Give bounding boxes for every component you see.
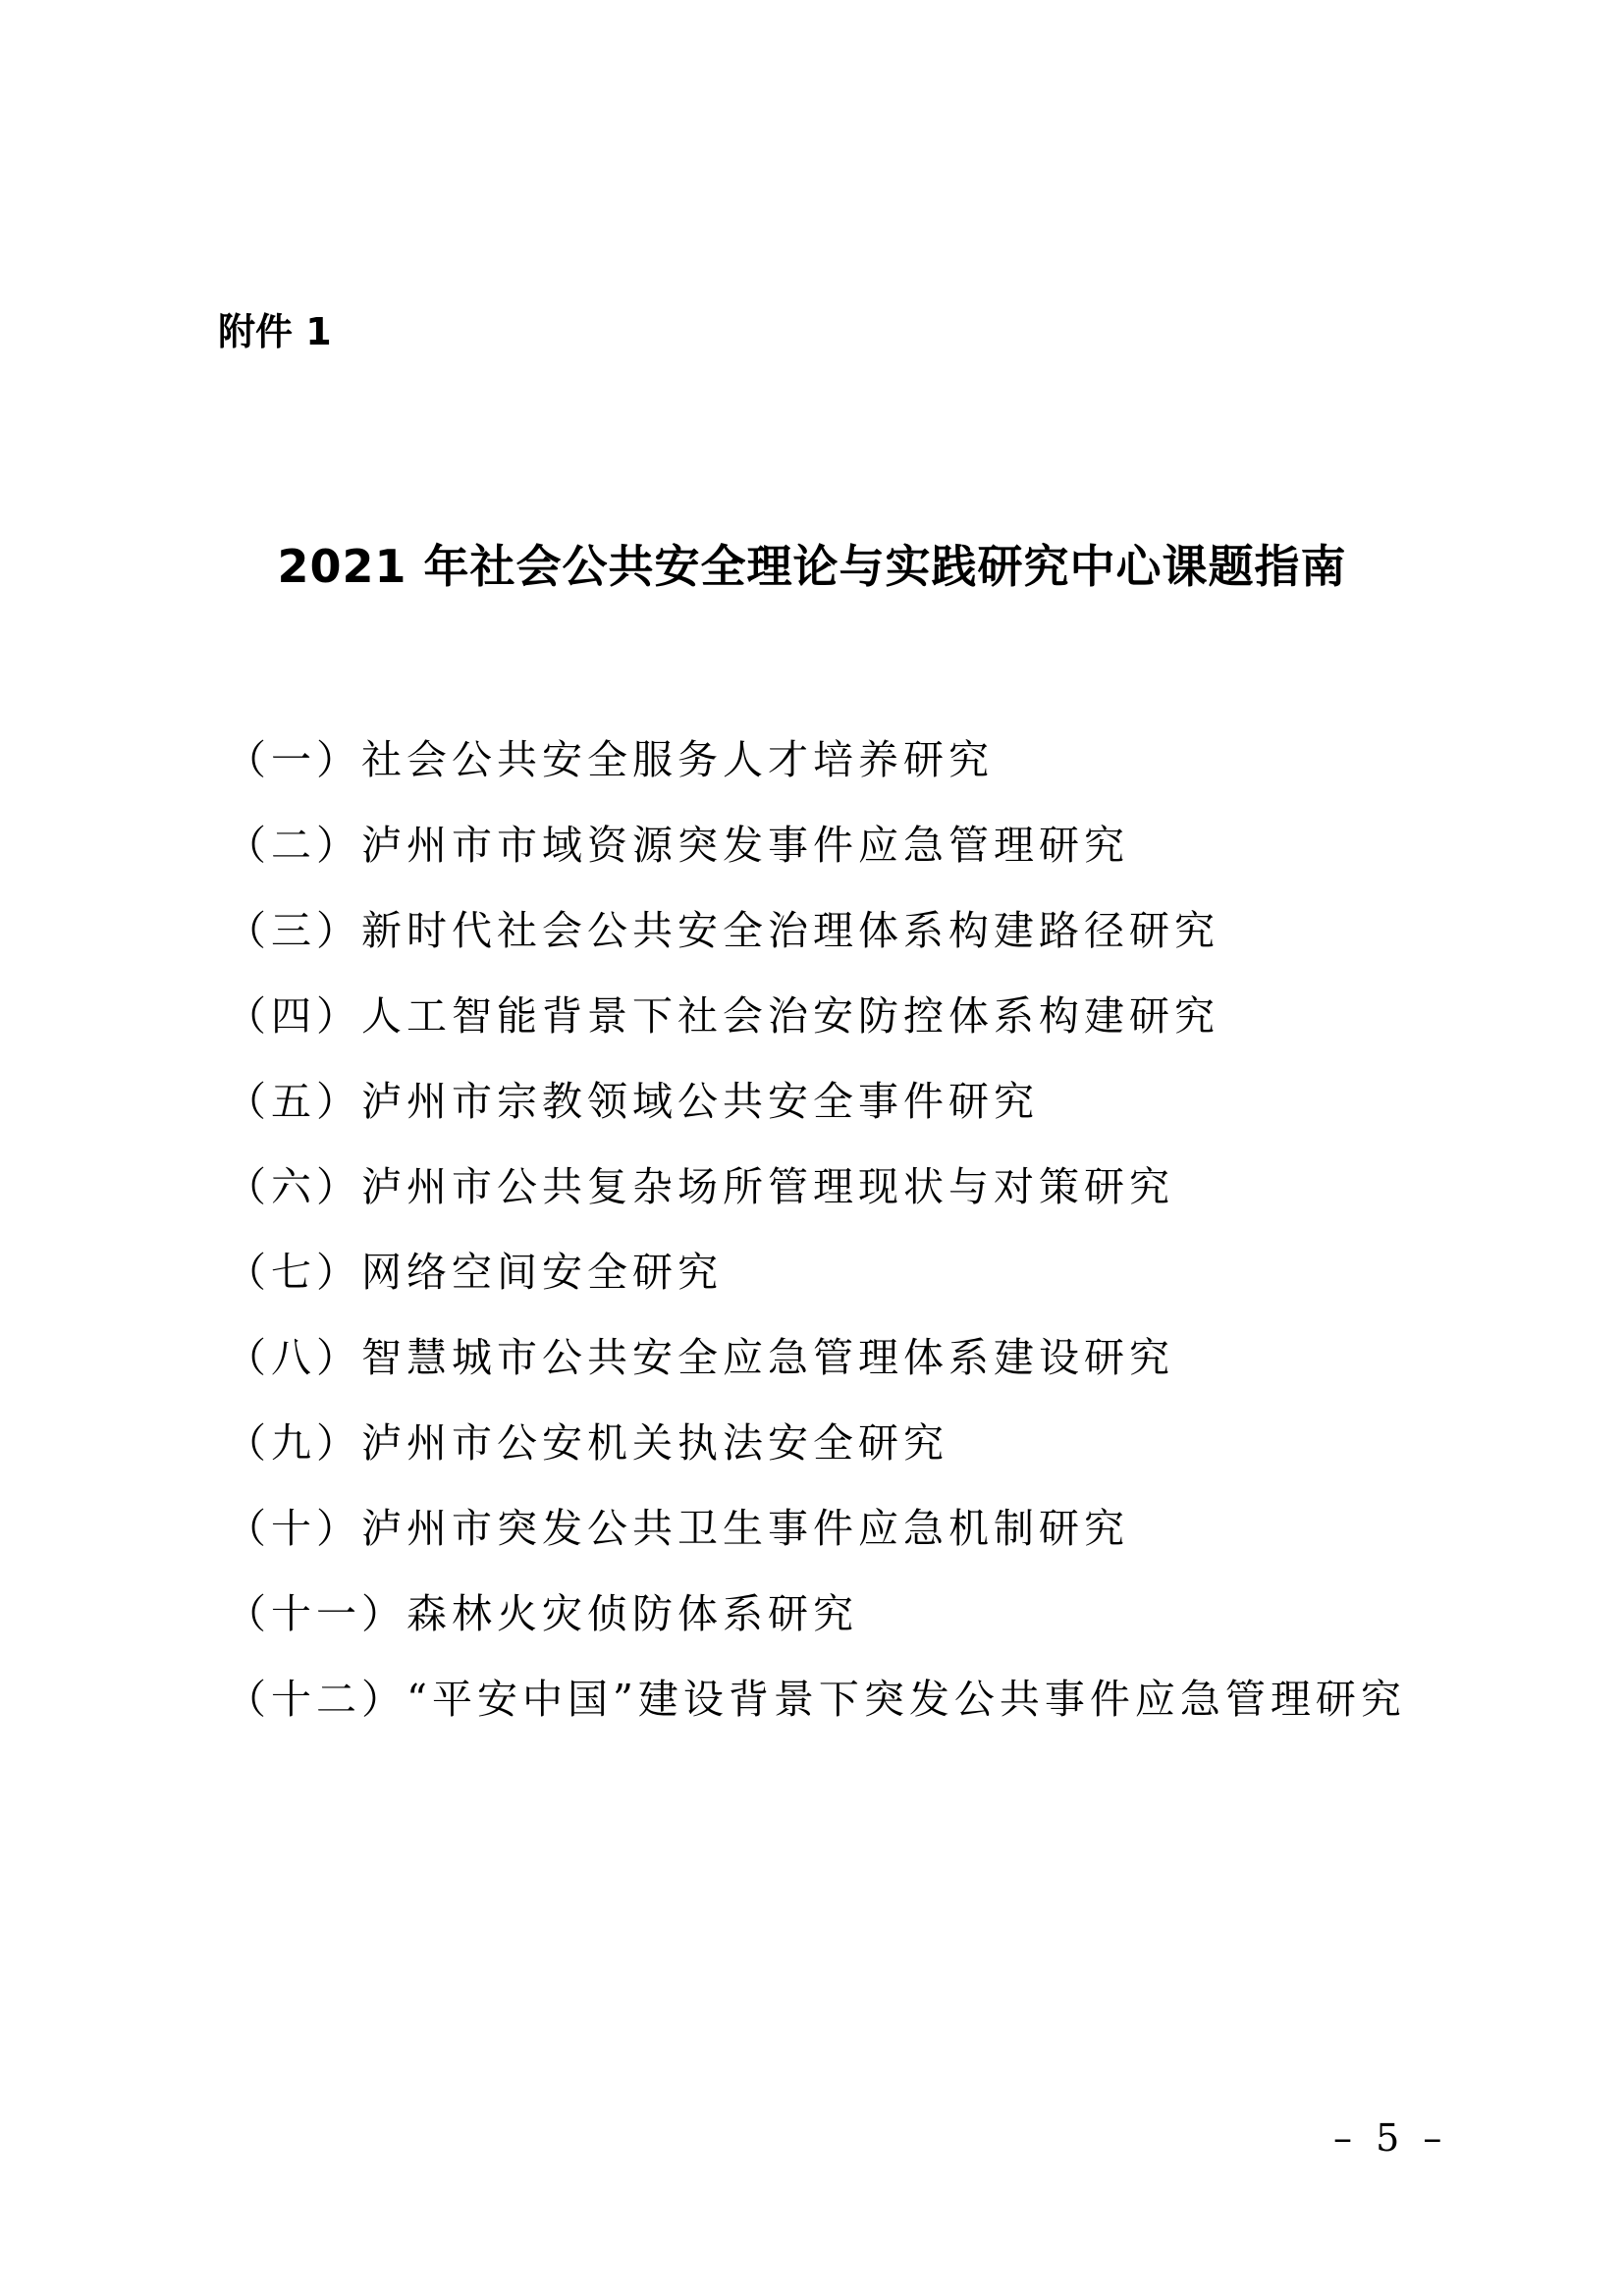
topic-item: （九）泸州市公安机关执法安全研究: [226, 1419, 948, 1467]
topic-item: （十）泸州市突发公共卫生事件应急机制研究: [226, 1505, 1129, 1552]
topic-item: （一）社会公共安全服务人才培养研究: [226, 736, 994, 783]
attachment-label: 附件 1: [218, 310, 332, 353]
topic-item: （四）人工智能背景下社会治安防控体系构建研究: [226, 992, 1219, 1040]
page-number: – 5 –: [1333, 2116, 1448, 2160]
topic-item: （十二）“平安中国”建设背景下突发公共事件应急管理研究: [226, 1676, 1406, 1723]
topic-item: （八）智慧城市公共安全应急管理体系建设研究: [226, 1334, 1174, 1381]
topic-item: （三）新时代社会公共安全治理体系构建路径研究: [226, 907, 1219, 954]
document-title: 2021 年社会公共安全理论与实践研究中心课题指南: [277, 540, 1347, 593]
topic-item: （七）网络空间安全研究: [226, 1249, 723, 1296]
topic-item: （六）泸州市公共复杂场所管理现状与对策研究: [226, 1163, 1174, 1210]
topic-item: （二）泸州市市域资源突发事件应急管理研究: [226, 822, 1129, 869]
topic-list: [226, 730, 1406, 1755]
topic-item: （五）泸州市宗教领域公共安全事件研究: [226, 1078, 1039, 1125]
topic-item: （十一）森林火灾侦防体系研究: [226, 1590, 858, 1637]
